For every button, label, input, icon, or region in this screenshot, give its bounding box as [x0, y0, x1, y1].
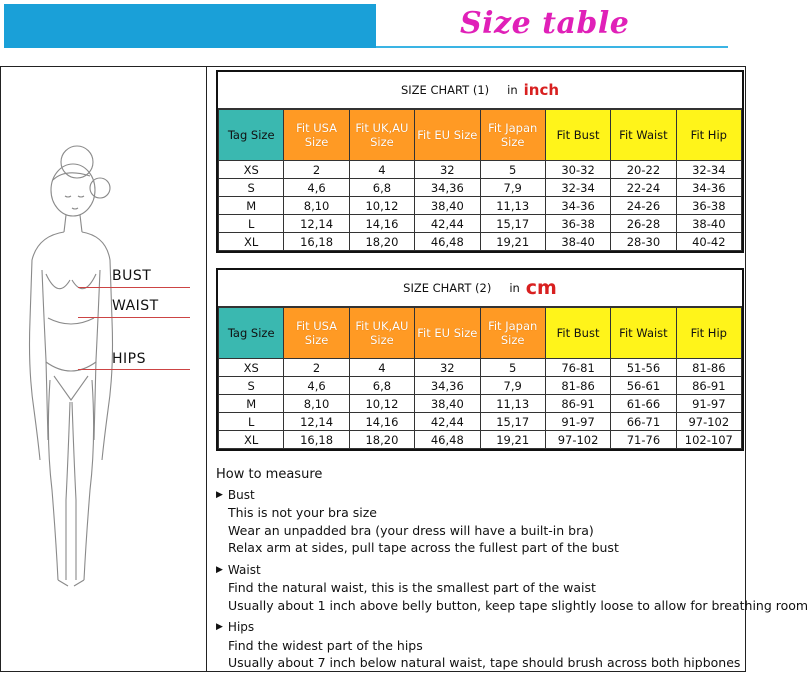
table-cell: 6,8 — [349, 179, 414, 197]
table-cell: 16,18 — [284, 233, 349, 251]
table-cell: 38,40 — [415, 197, 480, 215]
table-cell: 8,10 — [284, 395, 349, 413]
table-cell: 34,36 — [415, 179, 480, 197]
chart-title: SIZE CHART (2) — [403, 281, 492, 295]
table-cell: S — [219, 179, 284, 197]
column-header: Fit UK,AU Size — [349, 110, 414, 161]
chart-header — [218, 270, 742, 307]
table-cell: XL — [219, 431, 284, 449]
table-cell: XL — [219, 233, 284, 251]
table-cell: XS — [219, 161, 284, 179]
table-cell: 42,44 — [415, 215, 480, 233]
table-cell: 20-22 — [611, 161, 676, 179]
table-cell: 32 — [415, 161, 480, 179]
size-table — [218, 307, 742, 449]
table-cell: 18,20 — [349, 233, 414, 251]
table-cell: 34-36 — [545, 197, 610, 215]
size-chart-cm — [216, 268, 744, 451]
bust-label: BUST — [112, 268, 152, 284]
bust-line — [78, 287, 190, 288]
waist-label: WAIST — [112, 298, 159, 314]
instruction-line: Wear an unpadded bra (your dress will have a built-in bra) — [228, 522, 594, 538]
table-cell: 97-102 — [545, 431, 610, 449]
how-to-measure-heading: How to measure — [216, 467, 323, 482]
table-cell: 14,16 — [349, 413, 414, 431]
how-to-measure — [216, 466, 808, 672]
instruction-line: Usually about 7 inch below natural waist, tape should brush across both hipbones — [228, 655, 741, 670]
table-cell: 42,44 — [415, 413, 480, 431]
table-cell: 81-86 — [676, 359, 741, 377]
size-table — [218, 109, 742, 251]
column-header: Fit USA Size — [284, 110, 349, 161]
table-cell: 38-40 — [545, 233, 610, 251]
table-row — [219, 233, 742, 251]
table-cell: 36-38 — [676, 197, 741, 215]
table-cell: 32 — [415, 359, 480, 377]
column-header: Fit EU Size — [415, 308, 480, 359]
table-cell: 91-97 — [545, 413, 610, 431]
table-cell: 36-38 — [545, 215, 610, 233]
table-cell: 15,17 — [480, 215, 545, 233]
table-row — [219, 377, 742, 395]
column-header: Fit EU Size — [415, 110, 480, 161]
table-cell: 32-34 — [545, 179, 610, 197]
table-cell: 51-56 — [611, 359, 676, 377]
table-cell: 8,10 — [284, 197, 349, 215]
table-cell: M — [219, 197, 284, 215]
body-figure-illustration — [10, 140, 200, 590]
section-title — [216, 487, 746, 505]
column-divider — [206, 66, 207, 672]
table-cell: 66-71 — [611, 413, 676, 431]
header-banner — [4, 4, 376, 48]
table-cell: 4 — [349, 161, 414, 179]
bullet-triangle-icon: ▶ — [216, 622, 223, 632]
table-cell: 6,8 — [349, 377, 414, 395]
column-header: Tag Size — [219, 110, 284, 161]
table-row — [219, 197, 742, 215]
chart-unit: inch — [523, 81, 560, 99]
table-cell: 12,14 — [284, 413, 349, 431]
size-chart-inch — [216, 70, 744, 253]
table-cell: 102-107 — [676, 431, 741, 449]
header-underline — [376, 46, 728, 48]
column-header: Fit USA Size — [284, 308, 349, 359]
table-cell: 61-66 — [611, 395, 676, 413]
table-cell: M — [219, 395, 284, 413]
table-cell: 38-40 — [676, 215, 741, 233]
table-cell: 18,20 — [349, 431, 414, 449]
table-body — [219, 161, 742, 251]
column-header: Fit Waist — [611, 110, 676, 161]
table-cell: 46,48 — [415, 431, 480, 449]
table-cell: 97-102 — [676, 413, 741, 431]
table-cell: 86-91 — [676, 377, 741, 395]
table-row — [219, 395, 742, 413]
waist-line — [78, 317, 190, 318]
table-cell: 34-36 — [676, 179, 741, 197]
column-header: Fit Hip — [676, 110, 741, 161]
instruction-line: Find the natural waist, this is the smallest part of the waist — [228, 580, 596, 595]
column-header: Fit Japan Size — [480, 308, 545, 359]
table-cell: 11,13 — [480, 197, 545, 215]
table-cell: 24-26 — [611, 197, 676, 215]
hips-line — [78, 369, 190, 370]
table-cell: 91-97 — [676, 395, 741, 413]
header-row — [219, 110, 742, 161]
table-row — [219, 179, 742, 197]
table-cell: L — [219, 413, 284, 431]
table-row — [219, 431, 742, 449]
table-cell: 22-24 — [611, 179, 676, 197]
instruction-line: This is not your bra size — [228, 505, 377, 520]
table-cell: 19,21 — [480, 233, 545, 251]
column-header: Fit Japan Size — [480, 110, 545, 161]
table-cell: 11,13 — [480, 395, 545, 413]
table-cell: 2 — [284, 161, 349, 179]
column-header: Fit Bust — [545, 110, 610, 161]
column-header: Fit UK,AU Size — [349, 308, 414, 359]
table-cell: 71-76 — [611, 431, 676, 449]
table-cell: 30-32 — [545, 161, 610, 179]
table-cell: 4 — [349, 359, 414, 377]
bullet-triangle-icon: ▶ — [216, 489, 223, 500]
table-cell: 4,6 — [284, 179, 349, 197]
table-cell: 7,9 — [480, 179, 545, 197]
table-cell: 4,6 — [284, 377, 349, 395]
section-title-text: Bust — [227, 487, 255, 502]
table-cell: XS — [219, 359, 284, 377]
chart-in-label: in — [509, 281, 520, 295]
header-row — [219, 308, 742, 359]
table-cell: 12,14 — [284, 215, 349, 233]
table-cell: 46,48 — [415, 233, 480, 251]
table-row — [219, 215, 742, 233]
table-row — [219, 413, 742, 431]
table-cell: 2 — [284, 359, 349, 377]
table-cell: 5 — [480, 359, 545, 377]
chart-header — [218, 72, 742, 109]
instruction-line: Usually about 1 inch above belly button, keep tape slightly loose to allow for breathing room — [228, 597, 808, 613]
chart-unit: cm — [525, 277, 557, 299]
table-cell: 15,17 — [480, 413, 545, 431]
section-title-text: Waist — [227, 562, 261, 577]
bullet-triangle-icon: ▶ — [216, 564, 223, 575]
page-title: Size table — [460, 6, 630, 41]
hips-label: HIPS — [112, 351, 146, 367]
table-cell: 10,12 — [349, 197, 414, 215]
instruction-line: Relax arm at sides, pull tape across the fullest part of the bust — [228, 540, 619, 555]
instruction-line: Find the widest part of the hips — [228, 637, 423, 653]
table-cell: 7,9 — [480, 377, 545, 395]
table-cell: S — [219, 377, 284, 395]
table-cell: 34,36 — [415, 377, 480, 395]
table-cell: 16,18 — [284, 431, 349, 449]
table-body — [219, 359, 742, 449]
section-title-text: Hips — [227, 620, 255, 634]
column-header: Fit Waist — [611, 308, 676, 359]
column-header: Fit Bust — [545, 308, 610, 359]
table-cell: 28-30 — [611, 233, 676, 251]
section-title — [216, 562, 746, 580]
chart-in-label: in — [507, 83, 518, 97]
column-header: Fit Hip — [676, 308, 741, 359]
table-cell: 19,21 — [480, 431, 545, 449]
table-cell: 40-42 — [676, 233, 741, 251]
table-cell: 56-61 — [611, 377, 676, 395]
table-cell: 32-34 — [676, 161, 741, 179]
table-cell: 10,12 — [349, 395, 414, 413]
table-row — [219, 161, 742, 179]
chart-title: SIZE CHART (1) — [400, 83, 490, 97]
table-cell: 86-91 — [545, 395, 610, 413]
table-cell: 76-81 — [545, 359, 610, 377]
table-cell: 81-86 — [545, 377, 610, 395]
table-cell: 38,40 — [415, 395, 480, 413]
table-cell: 14,16 — [349, 215, 414, 233]
section-title — [216, 619, 746, 637]
table-cell: 26-28 — [611, 215, 676, 233]
column-header: Tag Size — [219, 308, 284, 359]
table-cell: 5 — [480, 161, 545, 179]
table-row — [219, 359, 742, 377]
table-cell: L — [219, 215, 284, 233]
